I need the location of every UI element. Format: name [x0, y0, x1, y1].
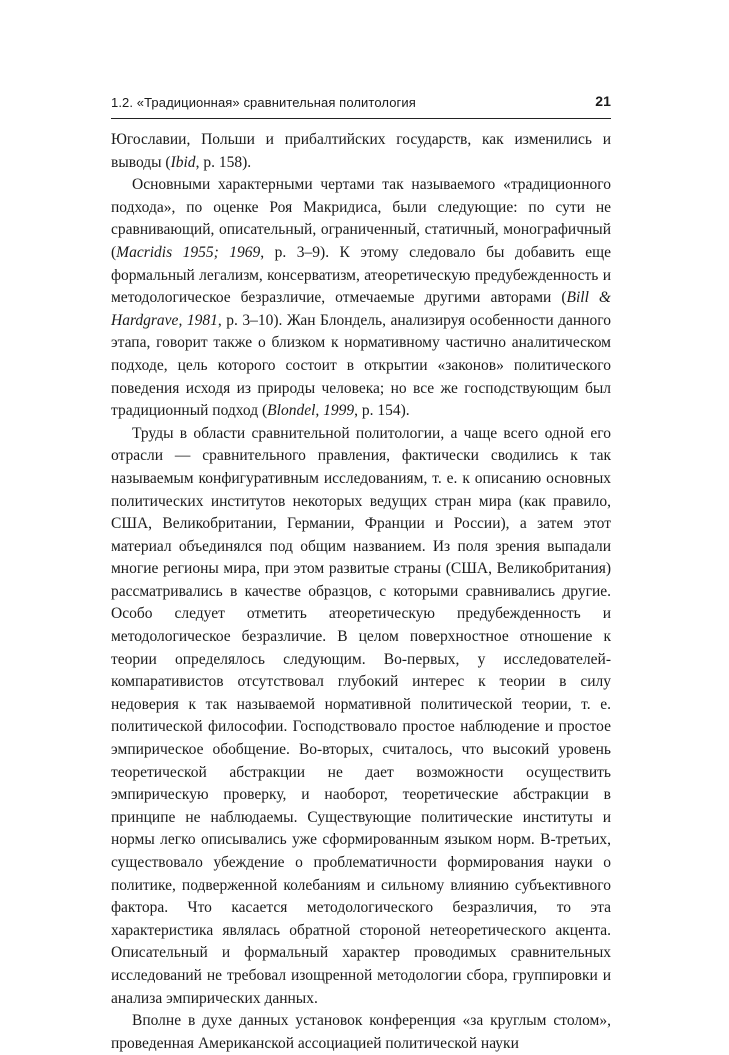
paragraph [111, 423, 611, 1010]
text-run: Югославии, Польши и прибалтийских государств, как изменились и выводы ( [111, 131, 611, 171]
text-run: , р. 158). [195, 153, 252, 171]
text-run: , р. 3–10). Жан Блондель, анализируя особенности данного этапа, говорит также о близком к нормативному частично аналитическом подходе, цель которого состоит в открытии «законов» политического поведения исходя из природы человека; но все же господствующим был традиционный подход ( [111, 311, 611, 420]
paragraph [111, 1010, 611, 1055]
italic-citation: Blondel, 1999 [267, 402, 355, 420]
paragraph [111, 129, 611, 174]
italic-citation: Bill & Hardgrave, 1981 [111, 289, 611, 329]
text-run: Вполне в духе данных установок конференция «за круглым столом», проведенная Американской ассоциацией политической науки [111, 1012, 611, 1052]
italic-citation: Ibid [170, 153, 196, 171]
text-run: Труды в области сравнительной политологии, а чаще всего одной его отрасли — сравнительного правления, фактически сводились к так называемым конфигуративным исследованиям, т. е. к описанию основных политических институтов некоторых ведущих стран мира (как правило, США, Великобритании, Германии, Франции и России), а затем этот материал объединялся под общим названием. Из поля зрения выпадали многие регионы мира, при этом развитые страны (США, Великобритания) рассматривались в качестве образцов, с которыми сравнивались другие. Особо следует отметить атеоретическую предубежденность и методологическое безразличие. В целом поверхностное отношение к теории определялось следующим. Во-первых, у исследователей-компаративистов отсутствовал глубокий интерес к теории в силу недоверия к так называемой нормативной политической теории, т. е. политической философии. Господствовало простое наблюдение и простое эмпирическое обобщение. Во-вторых, считалось, что высокий уровень теоретической абстракции не дает возможности осуществить эмпирическую проверку, и наоборот, теоретические абстракции в принципе не наблюдаемы. Существующие политические институты и нормы легко описывались уже сформированным языком норм. В-третьих, существовало убеждение о проблематичности формирования науки о политике, подверженной колебаниям и сильному влиянию субъективного фактора. Что касается методологического безразличия, то эта характеристика являлась обратной стороной нетеоретического акцента. Описательный и формальный характер проводимых сравнительных исследований не требовал изощренной методологии сбора, группировки и анализа эмпирических данных. [111, 424, 611, 1007]
page-number: 21 [595, 93, 611, 109]
text-run: , р. 154). [354, 402, 410, 420]
text-run: , р. 3–9). К этому следовало бы добавить еще формальный легализм, консерватизм, атеоретическую предубежденность и методологическое безразличие, отмечаемые другими авторами ( [111, 243, 611, 307]
running-head: 1.2. «Традиционная» сравнительная политология [111, 95, 416, 110]
page-header [111, 92, 611, 114]
paragraph [111, 174, 611, 423]
text-run: Основными характерными чертами так называемого «традиционного подхода», по оценке Роя Макридиса, были следующие: по сути не сравнивающий, описательный, ограниченный, статичный, монографичный ( [111, 176, 611, 261]
italic-citation: Macridis 1955; 1969 [116, 243, 261, 261]
header-rule [111, 118, 611, 119]
body-text [111, 129, 611, 1055]
